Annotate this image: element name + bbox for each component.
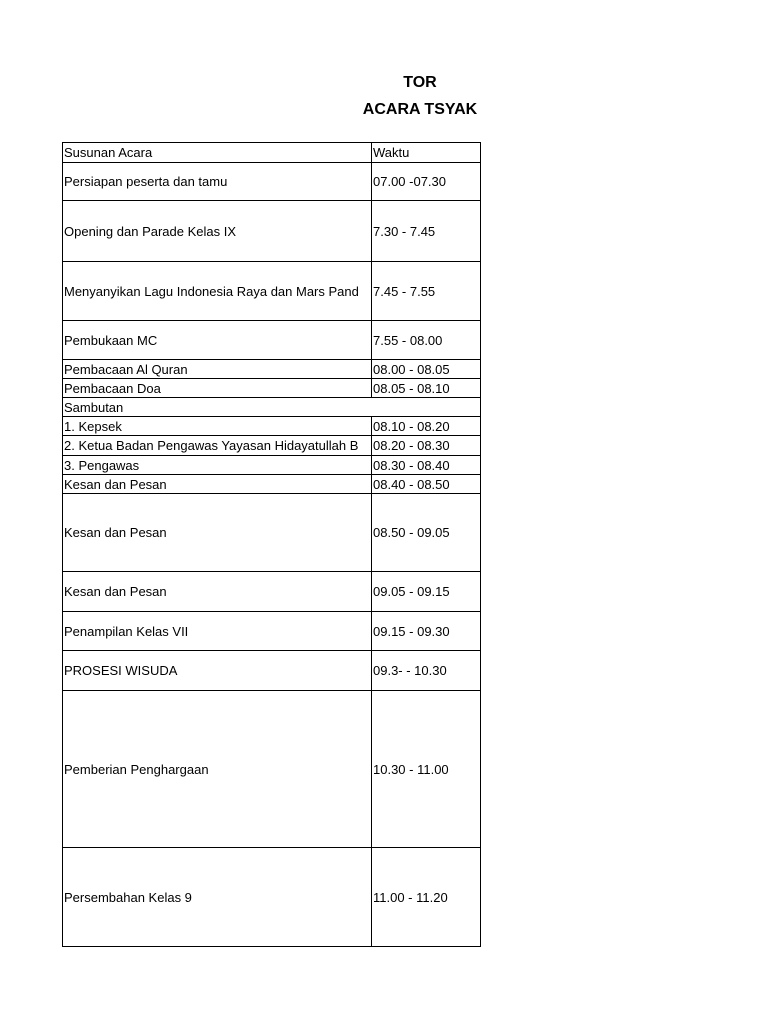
waktu-cell: 09.15 - 09.30 xyxy=(372,612,481,651)
waktu-cell: 08.20 - 08.30 xyxy=(372,436,481,456)
acara-cell: Pembacaan Doa xyxy=(63,379,372,398)
table-row xyxy=(63,398,481,417)
acara-cell: Sambutan xyxy=(63,398,481,417)
waktu-cell: 08.00 - 08.05 xyxy=(372,360,481,379)
waktu-cell: 10.30 - 11.00 xyxy=(372,691,481,848)
waktu-cell: 08.30 - 08.40 xyxy=(372,456,481,475)
waktu-cell: 08.50 - 09.05 xyxy=(372,494,481,572)
schedule-table xyxy=(62,142,481,947)
acara-cell: Pembacaan Al Quran xyxy=(63,360,372,379)
waktu-cell: 7.45 - 7.55 xyxy=(372,262,481,321)
acara-cell: Persembahan Kelas 9 xyxy=(63,848,372,947)
table-row xyxy=(63,262,481,321)
acara-cell: PROSESI WISUDA xyxy=(63,651,372,691)
title-clip xyxy=(0,70,480,130)
table-row xyxy=(63,321,481,360)
table-row xyxy=(63,163,481,201)
table-row xyxy=(63,651,481,691)
acara-cell: 2. Ketua Badan Pengawas Yayasan Hidayatullah B xyxy=(63,436,372,456)
acara-cell: 1. Kepsek xyxy=(63,417,372,436)
waktu-cell: 09.05 - 09.15 xyxy=(372,572,481,612)
table-row xyxy=(63,494,481,572)
table-row xyxy=(63,360,481,379)
table-row xyxy=(63,436,481,456)
waktu-cell: 08.05 - 08.10 xyxy=(372,379,481,398)
acara-cell: Menyanyikan Lagu Indonesia Raya dan Mars Pand xyxy=(63,262,372,321)
acara-cell: Kesan dan Pesan xyxy=(63,572,372,612)
table-row xyxy=(63,456,481,475)
acara-cell: 3. Pengawas xyxy=(63,456,372,475)
document-title xyxy=(0,70,768,130)
title-line-1: TOR xyxy=(403,74,437,91)
waktu-cell: 07.00 -07.30 xyxy=(372,163,481,201)
acara-cell: Pembukaan MC xyxy=(63,321,372,360)
table-row xyxy=(63,848,481,947)
table-row xyxy=(63,379,481,398)
table-row xyxy=(63,572,481,612)
acara-cell: Opening dan Parade Kelas IX xyxy=(63,201,372,262)
acara-cell: Penampilan Kelas VII xyxy=(63,612,372,651)
acara-cell: Pemberian Penghargaan xyxy=(63,691,372,848)
waktu-cell: 08.40 - 08.50 xyxy=(372,475,481,494)
table-row xyxy=(63,201,481,262)
title-line-2: ACARA TSYAK xyxy=(362,101,478,118)
waktu-cell: 11.00 - 11.20 xyxy=(372,848,481,947)
waktu-cell: 08.10 - 08.20 xyxy=(372,417,481,436)
acara-cell: Kesan dan Pesan xyxy=(63,475,372,494)
table-header-row xyxy=(63,143,481,163)
header-susunan-acara: Susunan Acara xyxy=(63,143,372,163)
waktu-cell: 7.55 - 08.00 xyxy=(372,321,481,360)
header-waktu: Waktu xyxy=(372,143,481,163)
table-row xyxy=(63,691,481,848)
acara-cell: Persiapan peserta dan tamu xyxy=(63,163,372,201)
table-row xyxy=(63,475,481,494)
waktu-cell: 7.30 - 7.45 xyxy=(372,201,481,262)
table-row xyxy=(63,417,481,436)
acara-cell: Kesan dan Pesan xyxy=(63,494,372,572)
waktu-cell: 09.3- - 10.30 xyxy=(372,651,481,691)
table-row xyxy=(63,612,481,651)
